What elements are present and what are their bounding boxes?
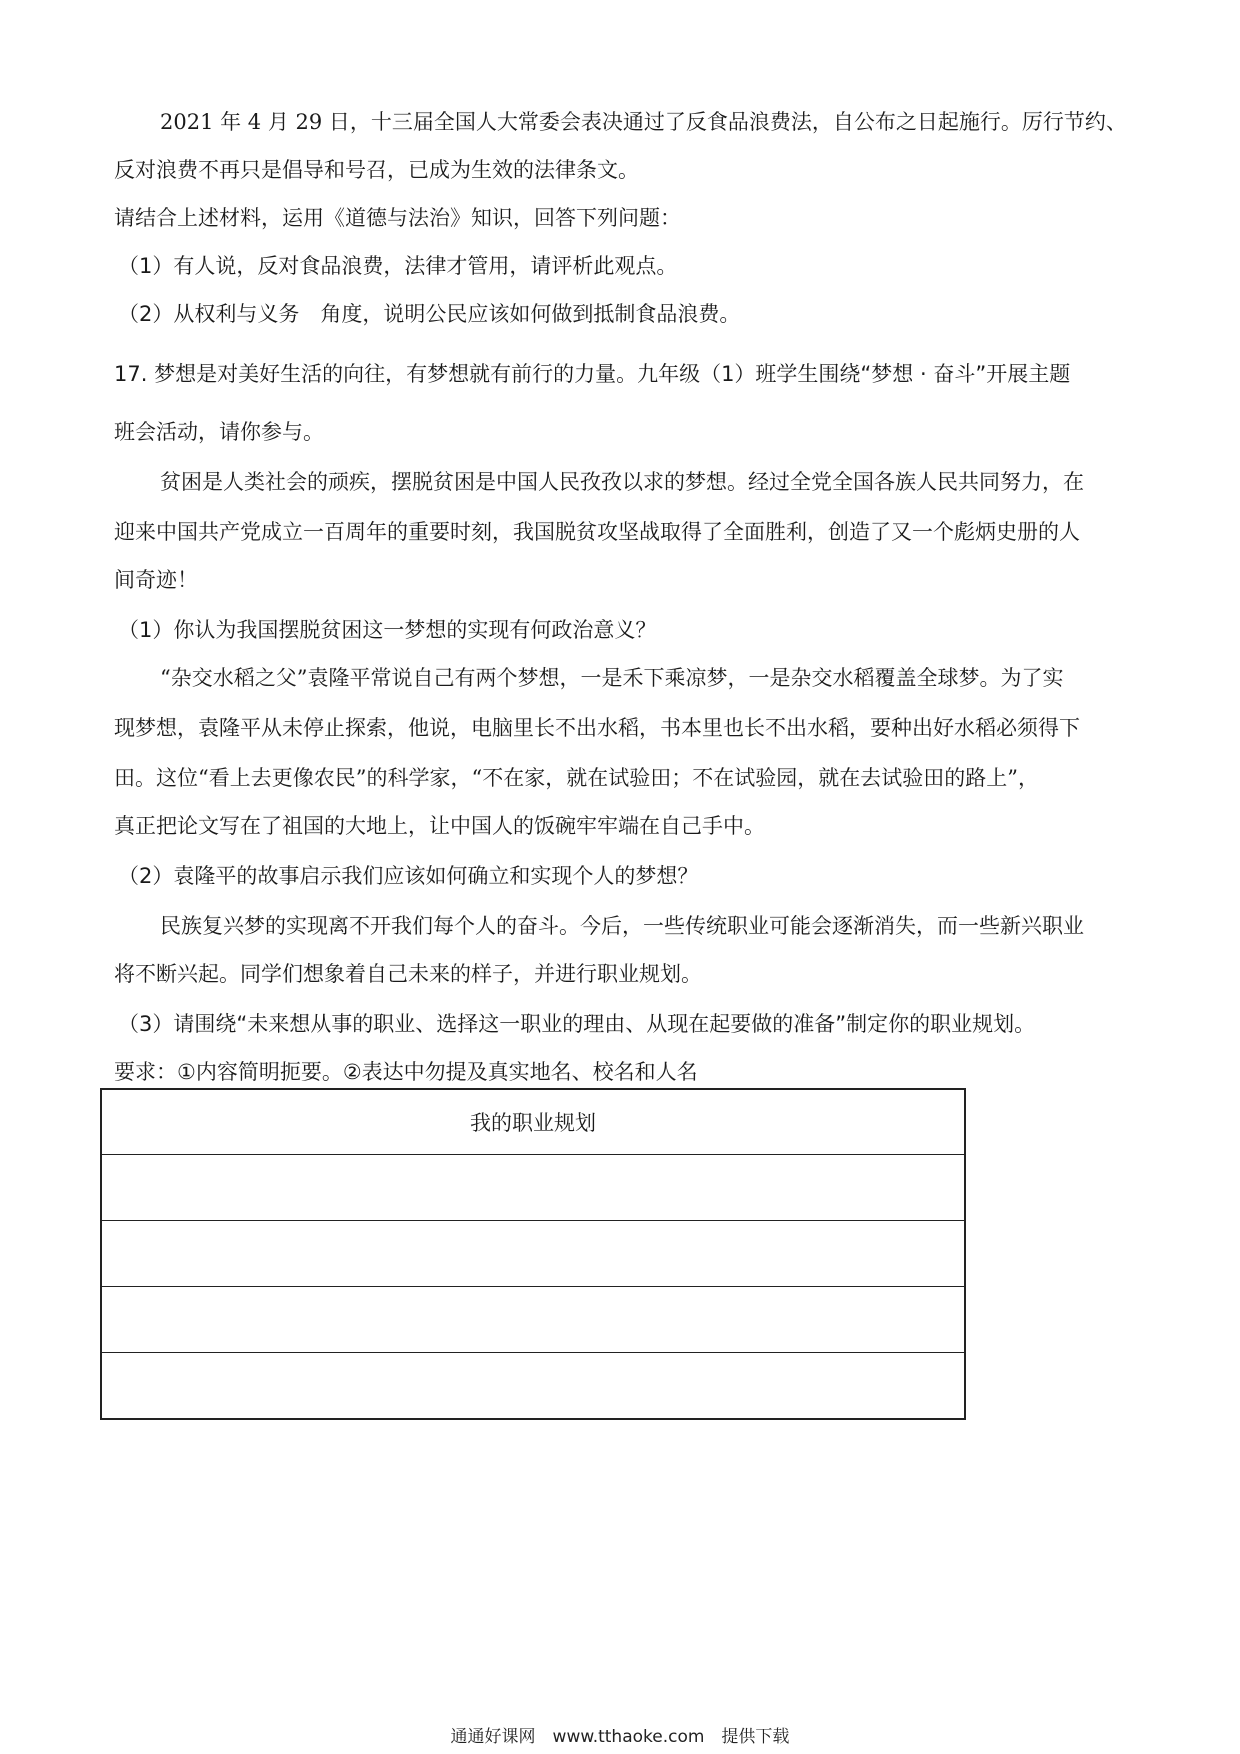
sub-question-2: （2）从权利与义务 角度，说明公民应该如何做到抵制食品浪费。 [118,302,741,326]
yuan-material-line: 现梦想，袁隆平从未停止探索，他说，电脑里长不出水稻，书本里也长不出水稻，要种出好水稻必须得下 [114,716,1080,740]
sub-question-2: （2）袁隆平的故事启示我们应该如何确立和实现个人的梦想？ [118,864,699,888]
sub-question-1: （1）有人说，反对食品浪费，法律才管用，请评析此观点。 [118,254,678,278]
question-17-intro: 班会活动，请你参与。 [114,420,324,444]
material-paragraph-line: 2021 年 4 月 29 日，十三届全国人大常委会表决通过了反食品浪费法，自公布之日起施行。厉行节约、 [160,110,1127,134]
material-paragraph-line: 反对浪费不再只是倡导和号召，已成为生效的法律条文。 [114,158,639,182]
revival-material-line: 民族复兴梦的实现离不开我们每个人的奋斗。今后，一些传统职业可能会逐渐消失，而一些新兴职业 [160,914,1084,938]
sub-question-3: （3）请围绕“未来想从事的职业、选择这一职业的理由、从现在起要做的准备”制定你的职业规划。 [118,1012,1036,1036]
career-plan-answer-row[interactable] [102,1286,964,1353]
poverty-material-line: 贫困是人类社会的顽疾，摆脱贫困是中国人民孜孜以求的梦想。经过全党全国各族人民共同努力，在 [160,470,1084,494]
yuan-material-line: 田。这位“看上去更像农民”的科学家，“不在家，就在试验田；不在试验园，就在去试验田的路上”， [114,766,1039,790]
career-plan-answer-row[interactable] [102,1352,964,1419]
career-plan-answer-row[interactable] [102,1220,964,1287]
poverty-material-line: 迎来中国共产党成立一百周年的重要时刻，我国脱贫攻坚战取得了全面胜利，创造了又一个彪炳史册的人 [114,520,1080,544]
revival-material-line: 将不断兴起。同学们想象着自己未来的样子，并进行职业规划。 [114,962,702,986]
question-17-intro: 17. 梦想是对美好生活的向往，有梦想就有前行的力量。九年级（1）班学生围绕“梦想 · 奋斗”开展主题 [114,362,1071,386]
yuan-material-line: 真正把论文写在了祖国的大地上，让中国人的饭碗牢牢端在自己手中。 [114,814,765,838]
yuan-material-line: “杂交水稻之父”袁隆平常说自己有两个梦想，一是禾下乘凉梦，一是杂交水稻覆盖全球梦。为了实 [160,666,1064,690]
question-prompt: 请结合上述材料，运用《道德与法治》知识，回答下列问题： [114,206,681,230]
sub-question-1: （1）你认为我国摆脱贫困这一梦想的实现有何政治意义？ [118,618,657,642]
career-plan-table-header: 我的职业规划 [470,1111,596,1135]
page-footer: 通通好课网 www.tthaoke.com 提供下载 [450,1727,790,1747]
requirement-text: 要求：①内容简明扼要。②表达中勿提及真实地名、校名和人名 [114,1060,698,1084]
career-plan-answer-row[interactable] [102,1154,964,1221]
poverty-material-line: 间奇迹！ [114,568,198,592]
career-plan-table [100,1088,966,1420]
